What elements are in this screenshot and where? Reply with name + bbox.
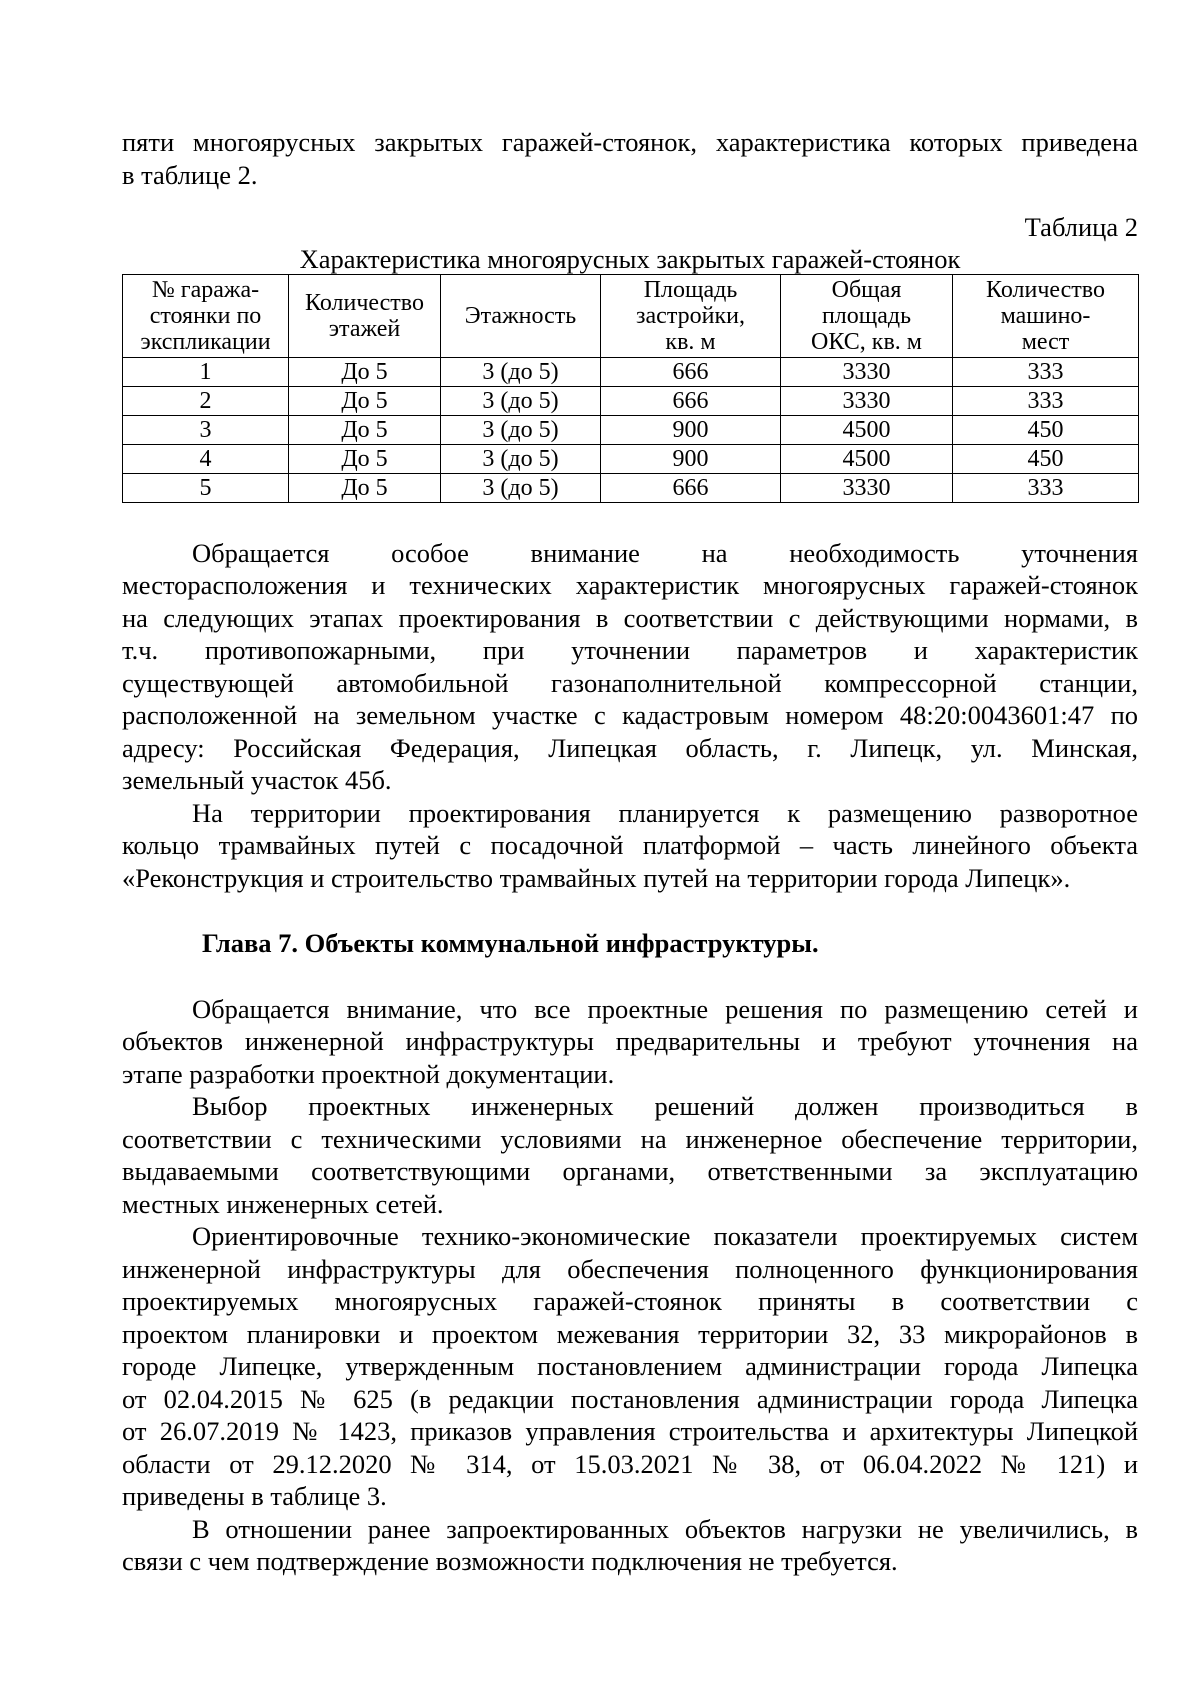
text-line: Выбор проектных инженерных решений должен производиться в — [192, 1091, 1138, 1121]
text-line: местных инженерных сетей. — [122, 1188, 444, 1219]
table-row — [123, 444, 1139, 473]
text-line: В отношении ранее запроектированных объектов нагрузки не увеличились, в — [192, 1513, 1138, 1544]
table-cell: 3330 — [781, 386, 953, 415]
table-cell: 3 (до 5) — [441, 386, 601, 415]
header-parking-spaces: Количество машино- мест — [953, 274, 1139, 357]
table-cell: До 5 — [289, 444, 441, 473]
intro-line: пяти многоярусных закрытых гаражей-стоянок, характеристика которых приведена — [122, 127, 1138, 157]
table-cell: 4 — [123, 444, 289, 473]
text-line: объектов инженерной инфраструктуры предварительны и требуют уточнения на — [122, 1026, 1138, 1056]
table-caption: Характеристика многоярусных закрытых гаражей-стоянок — [299, 243, 961, 274]
paragraph-loads — [122, 1513, 1138, 1578]
text-line: этапе разработки проектной документации. — [122, 1058, 615, 1089]
table-cell: 666 — [601, 473, 781, 502]
header-floor-count: Количество этажей — [289, 274, 441, 357]
text-line: связи с чем подтверждение возможности подключения не требуется. — [122, 1546, 898, 1576]
table-cell: До 5 — [289, 357, 441, 386]
text-line: соответствии с техническими условиями на инженерное обеспечение территории, — [122, 1123, 1138, 1154]
table-cell: 666 — [601, 357, 781, 386]
text-line: от 26.07.2019 № 1423, приказов управления строительства и архитектуры Липецкой — [122, 1416, 1138, 1446]
text-line: на следующих этапах проектирования в соответствии с действующими нормами, в — [122, 602, 1138, 633]
table-cell: 3 — [123, 415, 289, 444]
table-cell: 3330 — [781, 357, 953, 386]
table-cell: До 5 — [289, 386, 441, 415]
text-line: На территории проектирования планируется к размещению разворотное — [192, 797, 1138, 828]
table-cell: 3 (до 5) — [441, 415, 601, 444]
table-header-row — [123, 274, 1139, 357]
table-cell: 333 — [953, 357, 1139, 386]
paragraph-indicators — [122, 1220, 1138, 1513]
text-line: выдаваемыми соответствующими органами, ответственными за эксплуатацию — [122, 1156, 1138, 1186]
header-total-area: Общая площадь ОКС, кв. м — [781, 274, 953, 357]
garage-table — [122, 274, 1139, 503]
text-line: кольцо трамвайных путей с посадочной платформой – часть линейного объекта — [122, 830, 1138, 860]
text-line: Обращается особое внимание на необходимость уточнения — [192, 537, 1138, 568]
header-building-area: Площадь застройки, кв. м — [601, 274, 781, 357]
text-line: Обращается внимание, что все проектные решения по размещению сетей и — [192, 993, 1138, 1024]
table-cell: 1 — [123, 357, 289, 386]
table-cell: 900 — [601, 415, 781, 444]
text-line: инженерной инфраструктуры для обеспечения полноценного функционирования — [122, 1253, 1138, 1284]
paragraph-choice — [122, 1090, 1138, 1220]
paragraph-preliminary — [122, 993, 1138, 1091]
table-cell: 666 — [601, 386, 781, 415]
table-cell: 2 — [123, 386, 289, 415]
paragraph-attention — [122, 537, 1138, 797]
table-cell: 5 — [123, 473, 289, 502]
table-row — [123, 386, 1139, 415]
text-line: от 02.04.2015 № 625 (в редакции постановления администрации города Липецка — [122, 1383, 1138, 1414]
text-line: приведены в таблице 3. — [122, 1481, 387, 1511]
table-row — [123, 357, 1139, 386]
table-cell: 333 — [953, 386, 1139, 415]
table-row — [123, 415, 1139, 444]
table-cell: 4500 — [781, 444, 953, 473]
text-line: проектом планировки и проектом межевания территории 32, 33 микрорайонов в — [122, 1318, 1138, 1349]
text-line: земельный участок 45б. — [122, 765, 392, 795]
table-cell: 333 — [953, 473, 1139, 502]
header-garage-number: № гаража- стоянки по экспликации — [123, 274, 289, 357]
table-cell: До 5 — [289, 415, 441, 444]
paragraph-tram — [122, 797, 1138, 895]
document-page — [122, 126, 1138, 1578]
table-cell: 450 — [953, 444, 1139, 473]
table-cell: 3 (до 5) — [441, 473, 601, 502]
text-line: городе Липецке, утвержденным постановлением администрации города Липецка — [122, 1351, 1138, 1381]
chapter-heading: Глава 7. Объекты коммунальной инфраструктуры. — [202, 928, 819, 958]
text-line: т.ч. противопожарными, при уточнении параметров и характеристик — [122, 635, 1138, 665]
text-line: адресу: Российская Федерация, Липецкая область, г. Липецк, ул. Минская, — [122, 732, 1138, 763]
text-line: существующей автомобильной газонаполнительной компрессорной станции, — [122, 667, 1138, 698]
table-cell: 3 (до 5) — [441, 357, 601, 386]
header-storeys: Этажность — [441, 274, 601, 357]
table-cell: 4500 — [781, 415, 953, 444]
table-row — [123, 473, 1139, 502]
text-line: месторасположения и технических характеристик многоярусных гаражей-стоянок — [122, 570, 1138, 600]
intro-line: в таблице 2. — [122, 159, 258, 190]
table-cell: 3330 — [781, 473, 953, 502]
text-line: области от 29.12.2020 № 314, от 15.03.2021 № 38, от 06.04.2022 № 121) и — [122, 1448, 1138, 1479]
text-line: расположенной на земельном участке с кадастровым номером 48:20:0043601:47 по — [122, 700, 1138, 730]
table-number: Таблица 2 — [1024, 212, 1138, 242]
text-line: проектируемых многоярусных гаражей-стоянок приняты в соответствии с — [122, 1286, 1138, 1316]
table-cell: 900 — [601, 444, 781, 473]
text-line: «Реконструкция и строительство трамвайных путей на территории города Липецк». — [122, 862, 1071, 893]
table-cell: 3 (до 5) — [441, 444, 601, 473]
table-cell: До 5 — [289, 473, 441, 502]
text-line: Ориентировочные технико-экономические показатели проектируемых систем — [192, 1221, 1138, 1251]
table-cell: 450 — [953, 415, 1139, 444]
